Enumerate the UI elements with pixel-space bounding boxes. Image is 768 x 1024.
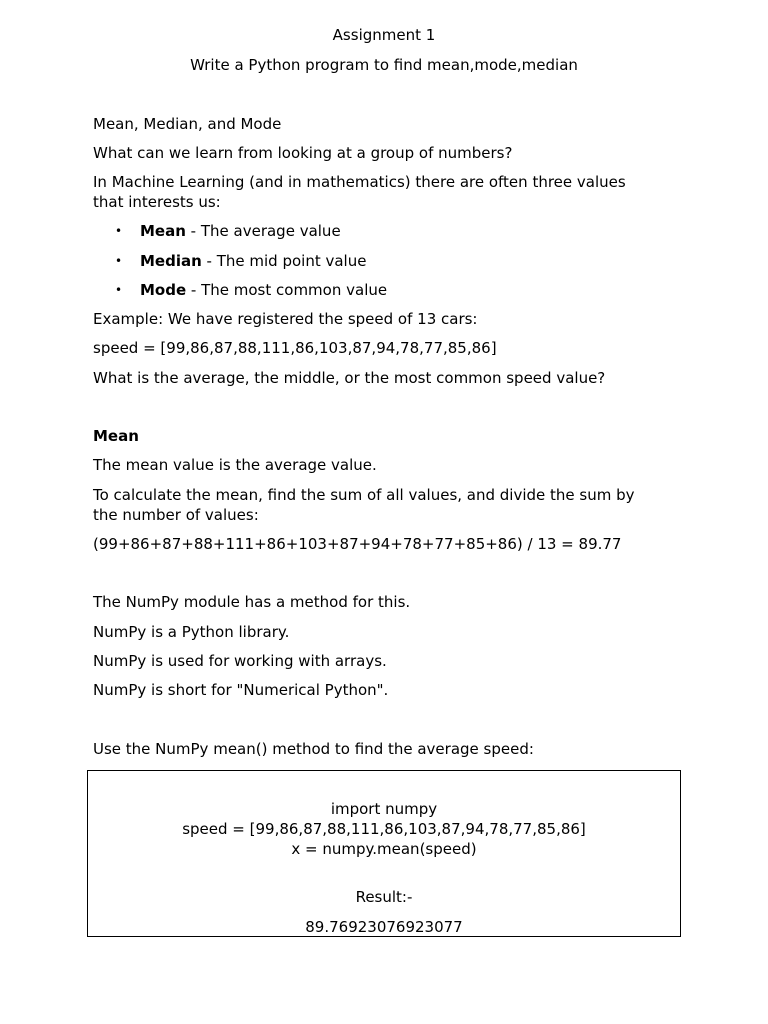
intro-paragraph-line-2: that interests us: [93,193,221,211]
assignment-subtitle: Write a Python program to find mean,mode,median [190,56,578,74]
term-median: Median [140,252,202,270]
code-line-import: import numpy [330,800,438,818]
mean-instructions-line-1: To calculate the mean, find the sum of all values, and divide the sum by [93,486,635,504]
desc-mean: - The average value [185,222,341,240]
mean-heading: Mean [93,427,139,445]
term-mode: Mode [140,281,187,299]
code-example-box [87,770,681,937]
desc-mode: - The most common value [186,281,388,299]
bullet-icon: • [115,254,123,268]
numpy-intro: The NumPy module has a method for this. [93,593,411,611]
numpy-arrays-text: NumPy is used for working with arrays. [93,652,387,670]
intro-question: What can we learn from looking at a group of numbers? [93,144,513,162]
bullet-icon: • [115,283,123,297]
mean-formula: (99+86+87+88+111+86+103+87+94+78+77+85+86) / 13 = 89.77 [93,535,622,553]
bullet-icon: • [115,224,123,238]
code-line-speed: speed = [99,86,87,88,111,86,103,87,94,78,77,85,86] [182,820,586,838]
mean-instructions-line-2: the number of values: [93,506,259,524]
result-value: 89.76923076923077 [305,918,463,936]
result-label: Result:- [355,888,413,906]
speed-list-text: speed = [99,86,87,88,111,86,103,87,94,78,77,85,86] [93,339,497,357]
desc-median: - The mid point value [201,252,367,270]
numpy-mean-instruction: Use the NumPy mean() method to find the average speed: [93,740,534,758]
code-line-mean: x = numpy.mean(speed) [291,840,477,858]
term-mean: Mean [140,222,186,240]
average-question: What is the average, the middle, or the most common speed value? [93,369,606,387]
numpy-library-text: NumPy is a Python library. [93,623,290,641]
example-text: Example: We have registered the speed of 13 cars: [93,310,478,328]
mean-definition: The mean value is the average value. [93,456,377,474]
numpy-name-text: NumPy is short for "Numerical Python". [93,681,389,699]
intro-heading: Mean, Median, and Mode [93,115,282,133]
assignment-title: Assignment 1 [332,26,436,44]
intro-paragraph-line-1: In Machine Learning (and in mathematics) there are often three values [93,173,626,191]
